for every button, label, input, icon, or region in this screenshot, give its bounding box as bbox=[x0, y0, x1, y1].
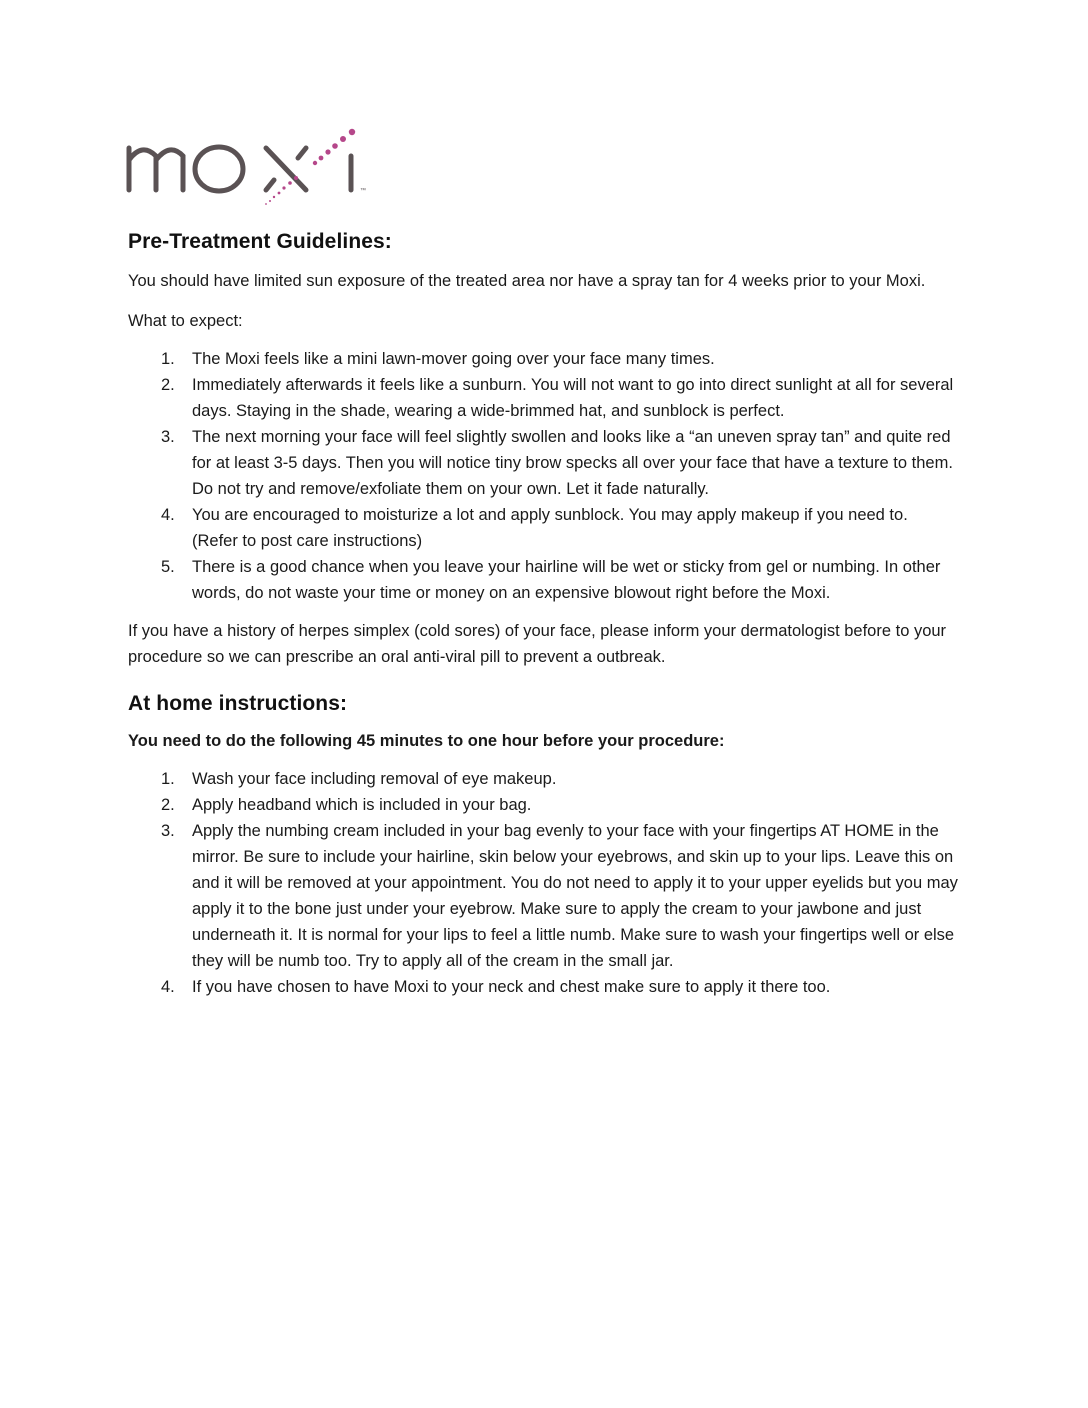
at-home-heading: At home instructions: bbox=[128, 692, 348, 715]
list-item: 3. Apply the numbing cream included in your bag evenly to your face with your fingertips AT HOME in the mirror. Be sure to include your hairline, skin below your eyebrows, and skin up to your lips. Leave this on and it will be removed at your appointment. You do not need to apply it to your upper eyelids but you may apply it to the bone just under your eyebrow. Make sure to apply the cream to your jawbone and just underneath it. It is normal for your lips to feel a little numb. Make sure to wash your fingertips well or else they will be numb too. Try to apply all of the cream in the small jar. bbox=[161, 822, 958, 970]
document-body bbox=[128, 226, 958, 1000]
herpes-note: If you have a history of herpes simplex (cold sores) of your face, please inform your dermatologist before to your procedure so we can prescribe an oral anti-viral pill to prevent a outbreak. bbox=[128, 622, 947, 666]
list-item: 3. The next morning your face will feel slightly swollen and looks like a “an uneven spray tan” and quite red for at least 3-5 days. Then you will notice tiny brow specks all over your face that have a texture to them. Do not try and remove/exfoliate them on your own. Let it fade naturally. bbox=[161, 428, 953, 498]
list-item: 4. You are encouraged to moisturize a lot and apply sunblock. You may apply makeup if you need to. (Refer to post care instructions) bbox=[161, 506, 908, 550]
what-to-expect-label: What to expect: bbox=[128, 312, 243, 330]
trademark-symbol: ™ bbox=[360, 188, 366, 194]
at-home-list bbox=[128, 766, 958, 1000]
list-item: 2. Immediately afterwards it feels like a sunburn. You will not want to go into direct sunlight at all for several days. Staying in the shade, wearing a wide-brimmed hat, and sunblock is perfect. bbox=[161, 376, 954, 420]
pre-treatment-heading: Pre-Treatment Guidelines: bbox=[128, 230, 392, 253]
what-to-expect-list bbox=[128, 346, 958, 606]
list-item: 2. Apply headband which is included in your bag. bbox=[161, 796, 532, 814]
at-home-subheading: You need to do the following 45 minutes to one hour before your procedure: bbox=[128, 732, 725, 750]
moxi-logo bbox=[124, 122, 374, 214]
list-item: 1. The Moxi feels like a mini lawn-mover going over your face many times. bbox=[161, 350, 715, 368]
list-item: 4. If you have chosen to have Moxi to your neck and chest make sure to apply it there too. bbox=[161, 978, 831, 996]
list-item: 1. Wash your face including removal of eye makeup. bbox=[161, 770, 557, 788]
pre-treatment-intro: You should have limited sun exposure of the treated area nor have a spray tan for 4 weeks prior to your Moxi. bbox=[128, 272, 926, 290]
list-item: 5. There is a good chance when you leave your hairline will be wet or sticky from gel or numbing. In other words, do not waste your time or money on an expensive blowout right before the Moxi. bbox=[161, 558, 941, 602]
